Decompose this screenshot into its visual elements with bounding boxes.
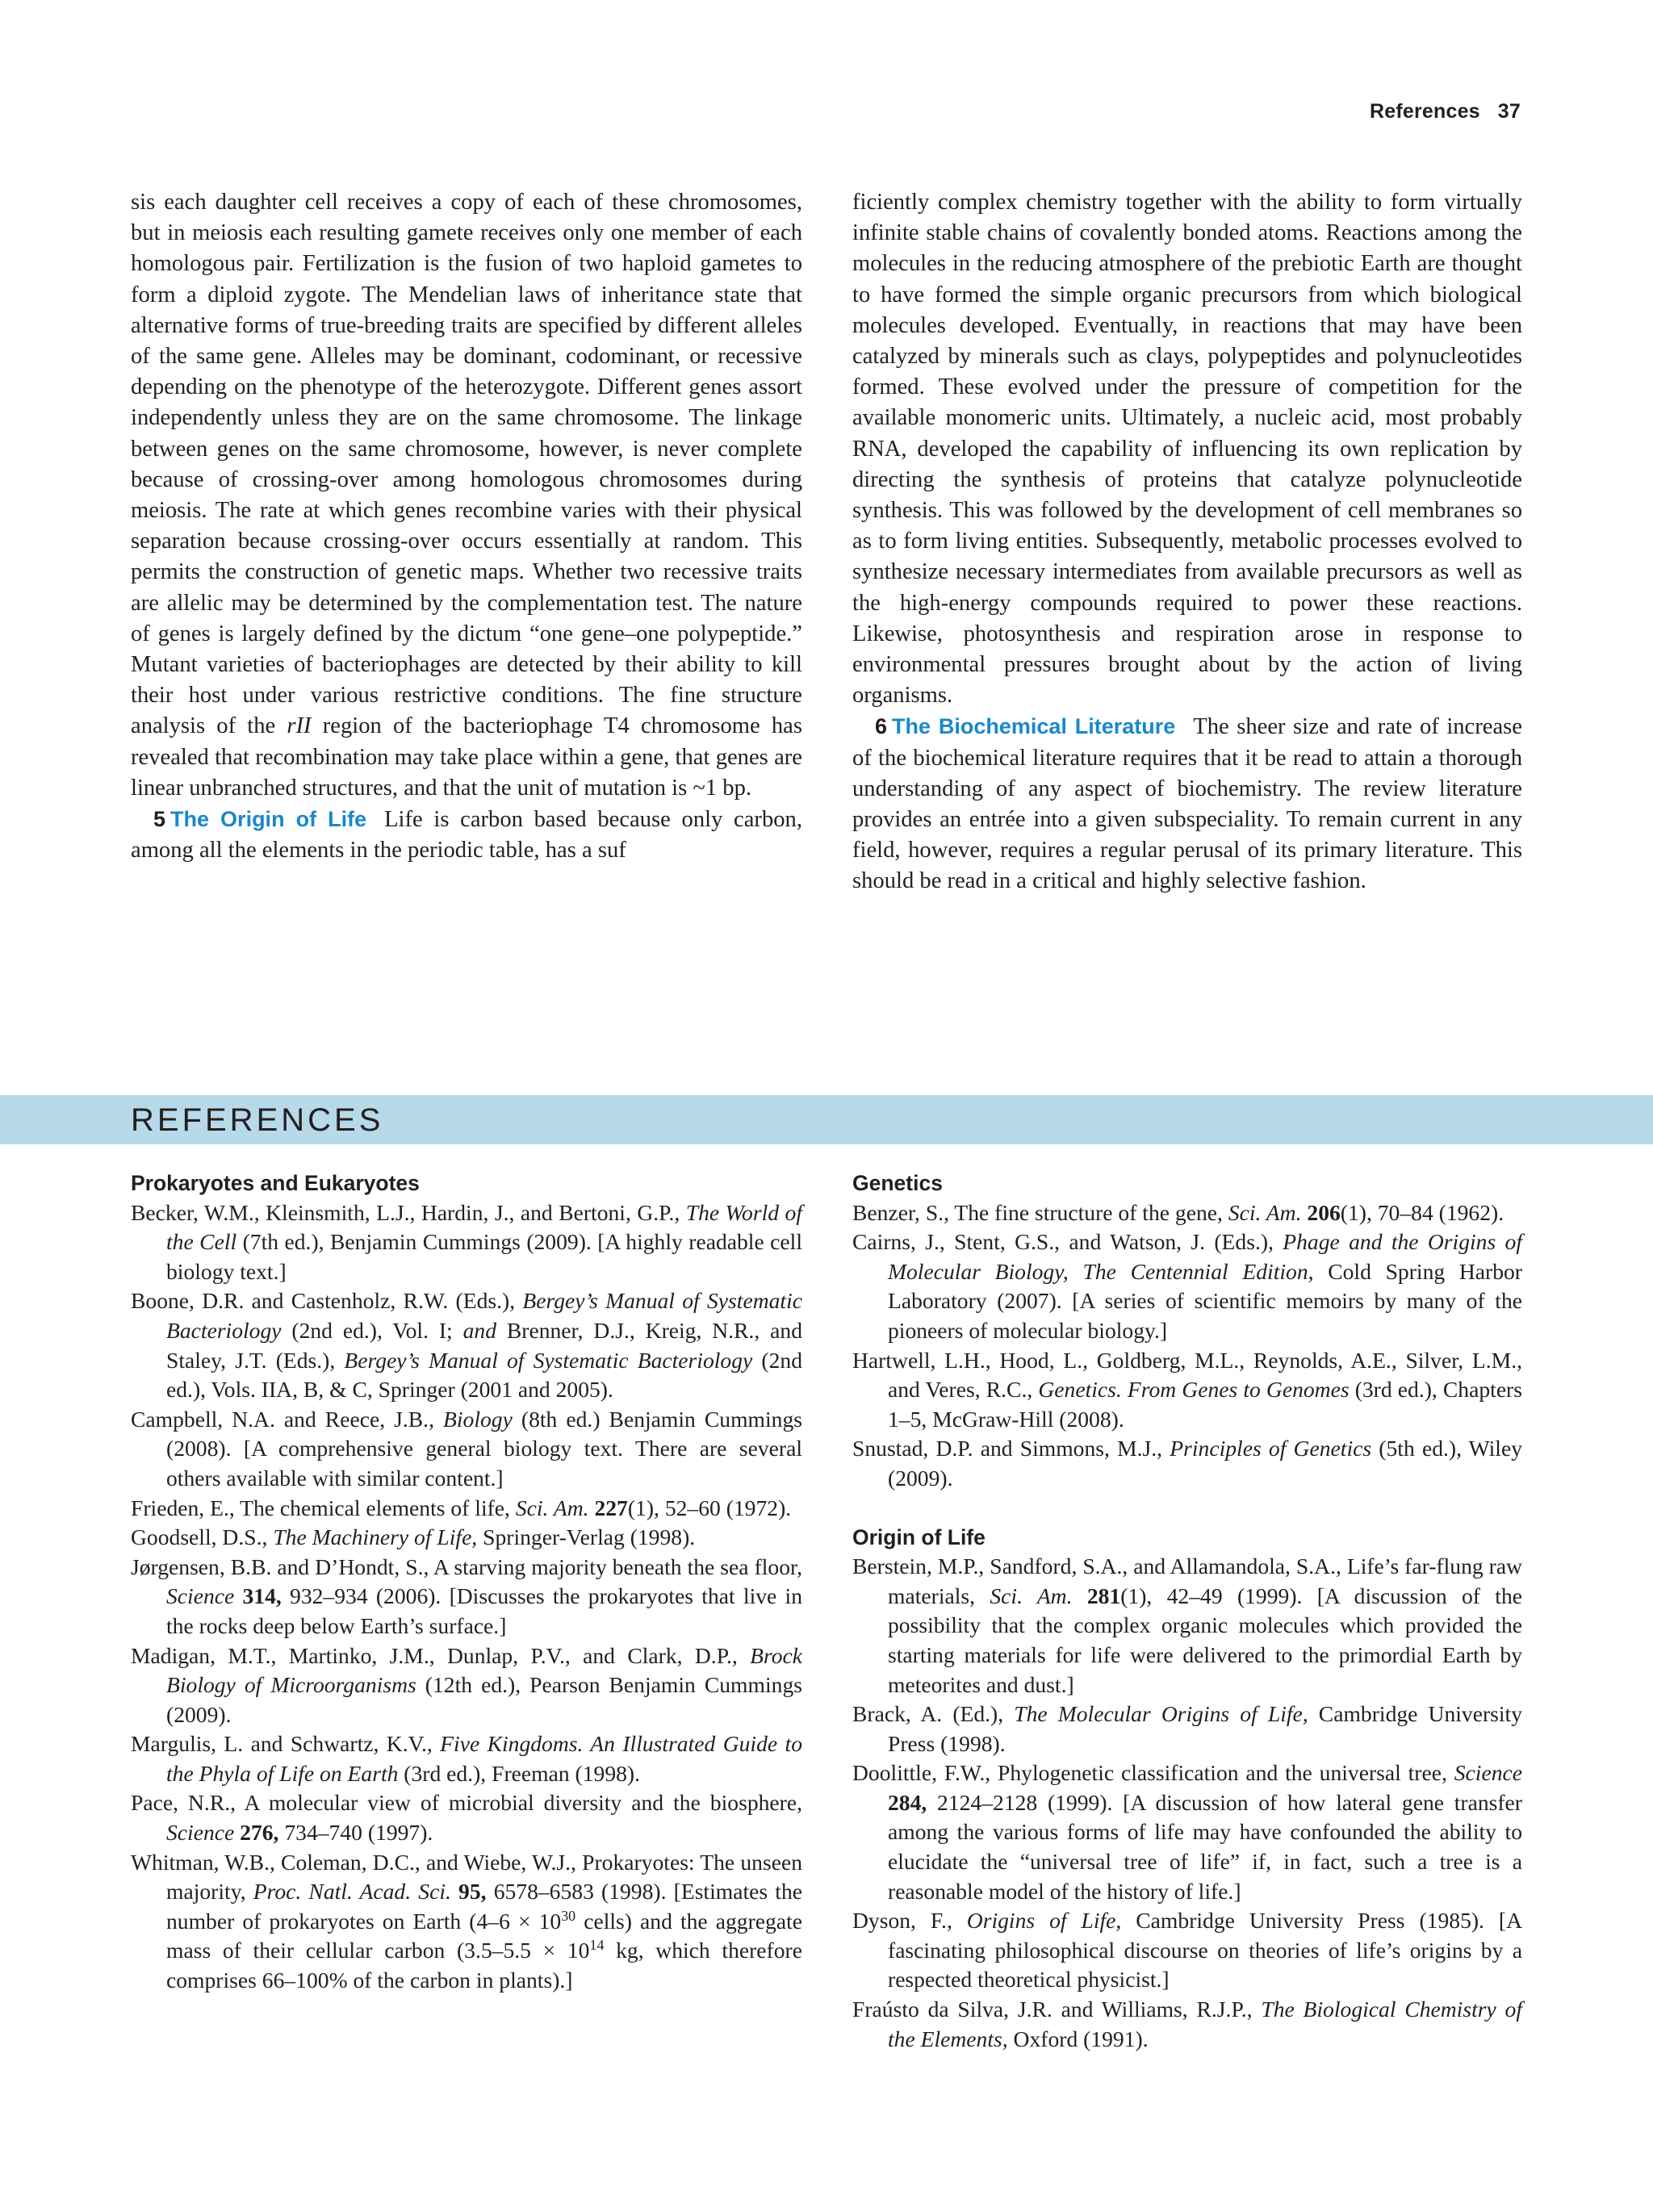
reference-entry: Madigan, M.T., Martinko, J.M., Dunlap, P.V., and Clark, D.P., Brock Biology of Microorganisms (12th ed.), Pearson Benjamin Cummings (2009). [131, 1642, 802, 1727]
reference-entry: Campbell, N.A. and Reece, J.B., Biology (8th ed.) Benjamin Cummings (2008). [A comprehensive general biology text. There are several others available with similar content.] [131, 1406, 802, 1491]
reference-entry: Goodsell, D.S., The Machinery of Life, Springer-Verlag (1998). [131, 1524, 696, 1550]
body-column-left [131, 187, 802, 866]
reference-entry: Hartwell, L.H., Hood, L., Goldberg, M.L., Reynolds, A.E., Silver, L.M., and Veres, R.C., Genetics. From Genes to Genomes (3rd ed.), Chapters 1–5, McGraw-Hill (2008). [852, 1347, 1522, 1432]
reference-entry: Berstein, M.P., Sandford, S.A., and Allamandola, S.A., Life’s far-flung raw materials, Sci. Am. 281(1), 42–49 (1999). [A discussion of the possibility that the complex organic molecules which provided the starting materials for life were delivered to the primordial Earth by meteorites and dust.] [852, 1553, 1523, 1697]
ref-group-genetics [852, 1169, 1522, 1494]
body-text: The sheer size and rate of increase of the biochemical literature requires that it be read to attain a thorough understanding of any aspect of biochemistry. The review literature provides an entrée into a given subspeciality. To remain current in any field, however, requires a regular perusal of its primary literature. This should be read in a critical and highly selective fashion. [852, 714, 1522, 894]
body-column-right [852, 187, 1522, 897]
page-number: 37 [1497, 100, 1521, 123]
reference-entry: Doolittle, F.W., Phylogenetic classification and the universal tree, Science 284, 2124–2128 (1999). [A discussion of how lateral gene transfer among the various forms of life may have confounded the ability to elucidate the “universal tree of life” if, in fact, such a tree is a reasonable model of the history of life.] [852, 1760, 1522, 1904]
ref-group-heading: Origin of Life [852, 1524, 986, 1549]
body-text: ficiently complex chemistry together with the ability to form virtually infinite stable chains of covalently bonded atoms. Reactions among the molecules in the reducing atmosphere of the prebiotic Earth are thought to have formed the simple organic precursors from which biological molecules developed. Eventually, in reactions that may have been catalyzed by minerals such as clays, polypeptides and polynucleotides formed. These evolved under the pressure of competition for the available monomeric units. Ultimately, a nucleic acid, most probably RNA, developed the capability of influencing its own replication by directing the synthesis of proteins that catalyze polynucleotide synthesis. This was followed by the development of cell membranes so as to form living entities. Subsequently, metabolic processes evolved to synthesize necessary intermediates from available precursors as well as the high-energy compounds required to power these reactions. Likewise, photosynthesis and respiration arose in response to environmental pressures brought about by the action of living organisms. [852, 190, 1522, 709]
references-heading: REFERENCES [131, 1102, 384, 1138]
running-head [1370, 100, 1521, 123]
section-6-paragraph [852, 711, 1522, 897]
body-text: region of the bacteriophage T4 chromosome has revealed that recombination may take place within a gene, that genes are linear unbranched structures, and that the unit of mutation is ~1 bp. [131, 713, 802, 801]
section-title: The Biochemical Literature [892, 714, 1176, 739]
reference-entry: Becker, W.M., Kleinsmith, L.J., Hardin, J., and Bertoni, G.P., The World of the Cell (7th ed.), Benjamin Cummings (2009). [A highly readable cell biology text.] [131, 1199, 802, 1284]
reference-entry: Jørgensen, B.B. and D’Hondt, S., A starving majority beneath the sea floor, Science 314, 932–934 (2006). [Discusses the prokaryotes that live in the rocks deep below Earth’s surface.] [131, 1553, 802, 1638]
section-title: The Origin of Life [170, 807, 367, 832]
body-text: Life is carbon based because only carbon, among all the elements in the periodic table, has a suf [131, 807, 802, 863]
references-column-right [852, 1169, 1522, 2083]
reference-entry: Cairns, J., Stent, G.S., and Watson, J. (Eds.), Phage and the Origins of Molecular Biology, The Centennial Edition, Cold Spring Harbor Laboratory (2007). [A series of scientific memoirs by many of the pioneers of molecular biology.] [852, 1229, 1523, 1343]
ref-group-origin-of-life [852, 1523, 1522, 2055]
body-text-italic: rII [287, 713, 312, 739]
section-number: 5 [153, 807, 166, 832]
body-paragraph [131, 187, 802, 804]
ref-group-heading: Prokaryotes and Eukaryotes [131, 1171, 420, 1195]
body-text: sis each daughter cell receives a copy of each of these chromosomes, but in meiosis each resulting gamete receives only one member of each homologous pair. Fertilization is the fusion of two haploid gametes to form a diploid zygote. The Mendelian laws of inheritance state that alternative forms of true-breeding traits are specified by different alleles of the same gene. Alleles may be dominant, codominant, or recessive depending on the phenotype of the heterozygote. Different genes assort independently unless they are on the same chromosome. The linkage between genes on the same chromosome, however, is never complete because of crossing-over among homologous chromosomes during meiosis. The rate at which genes recombine varies with their physical separation because crossing-over occurs essentially at random. This permits the construction of genetic maps. Whether two recessive traits are allelic may be determined by the complementation test. The nature of genes is largely defined by the dictum “one gene–one polypeptide.” Mutant varieties of bacteriophages are detected by their ability to kill their host under various restrictive conditions. The fine structure analysis of the [131, 190, 802, 739]
ref-group-heading: Genetics [852, 1171, 943, 1195]
section-number: 6 [875, 714, 888, 739]
reference-entry: Fraústo da Silva, J.R. and Williams, R.J.P., The Biological Chemistry of the Elements, Oxford (1991). [852, 1997, 1522, 2051]
reference-entry: Brack, A. (Ed.), The Molecular Origins of Life, Cambridge University Press (1998). [852, 1701, 1523, 1756]
ref-group-prokaryotes [131, 1169, 802, 1996]
reference-entry: Dyson, F., Origins of Life, Cambridge University Press (1985). [A fascinating philosophical discourse on theories of life’s origins by a respected theoretical physicist.] [852, 1908, 1523, 1992]
reference-entry: Boone, D.R. and Castenholz, R.W. (Eds.), Bergey’s Manual of Systematic Bacteriology (2nd ed.), Vol. I; and Brenner, D.J., Kreig, N.R., and Staley, J.T. (Eds.), Bergey’s Manual of Systematic Bacteriology (2nd ed.), Vols. IIA, B, & C, Springer (2001 and 2005). [131, 1288, 802, 1403]
body-paragraph [852, 187, 1522, 711]
reference-entry: Benzer, S., The fine structure of the gene, Sci. Am. 206(1), 70–84 (1962). [852, 1199, 1504, 1225]
running-head-section: References [1369, 100, 1480, 123]
reference-entry: Whitman, W.B., Coleman, D.C., and Wiebe, W.J., Prokaryotes: The unseen majority, Proc. Natl. Acad. Sci. 95, 6578–6583 (1998). [Estimates the number of prokaryotes on Earth ($4-6 \times 10^{30}$ cells) and the aggregate mass of their cellular carbon ($3.5-5.5 \times 10^{14}$ kg, which therefore comprises 66–100% of the carbon in plants).] [131, 1849, 802, 1993]
reference-entry: Snustad, D.P. and Simmons, M.J., Principles of Genetics (5th ed.), Wiley (2009). [852, 1436, 1523, 1491]
references-column-left [131, 1169, 802, 2025]
reference-entry: Margulis, L. and Schwartz, K.V., Five Kingdoms. An Illustrated Guide to the Phyla of Life on Earth (3rd ed.), Freeman (1998). [131, 1731, 803, 1786]
section-5-paragraph [131, 804, 802, 866]
reference-entry: Pace, N.R., A molecular view of microbial diversity and the biosphere, Science 276, 734–740 (1997). [131, 1790, 802, 1846]
reference-entry: Frieden, E., The chemical elements of life, Sci. Am. 227(1), 52–60 (1972). [131, 1495, 792, 1520]
